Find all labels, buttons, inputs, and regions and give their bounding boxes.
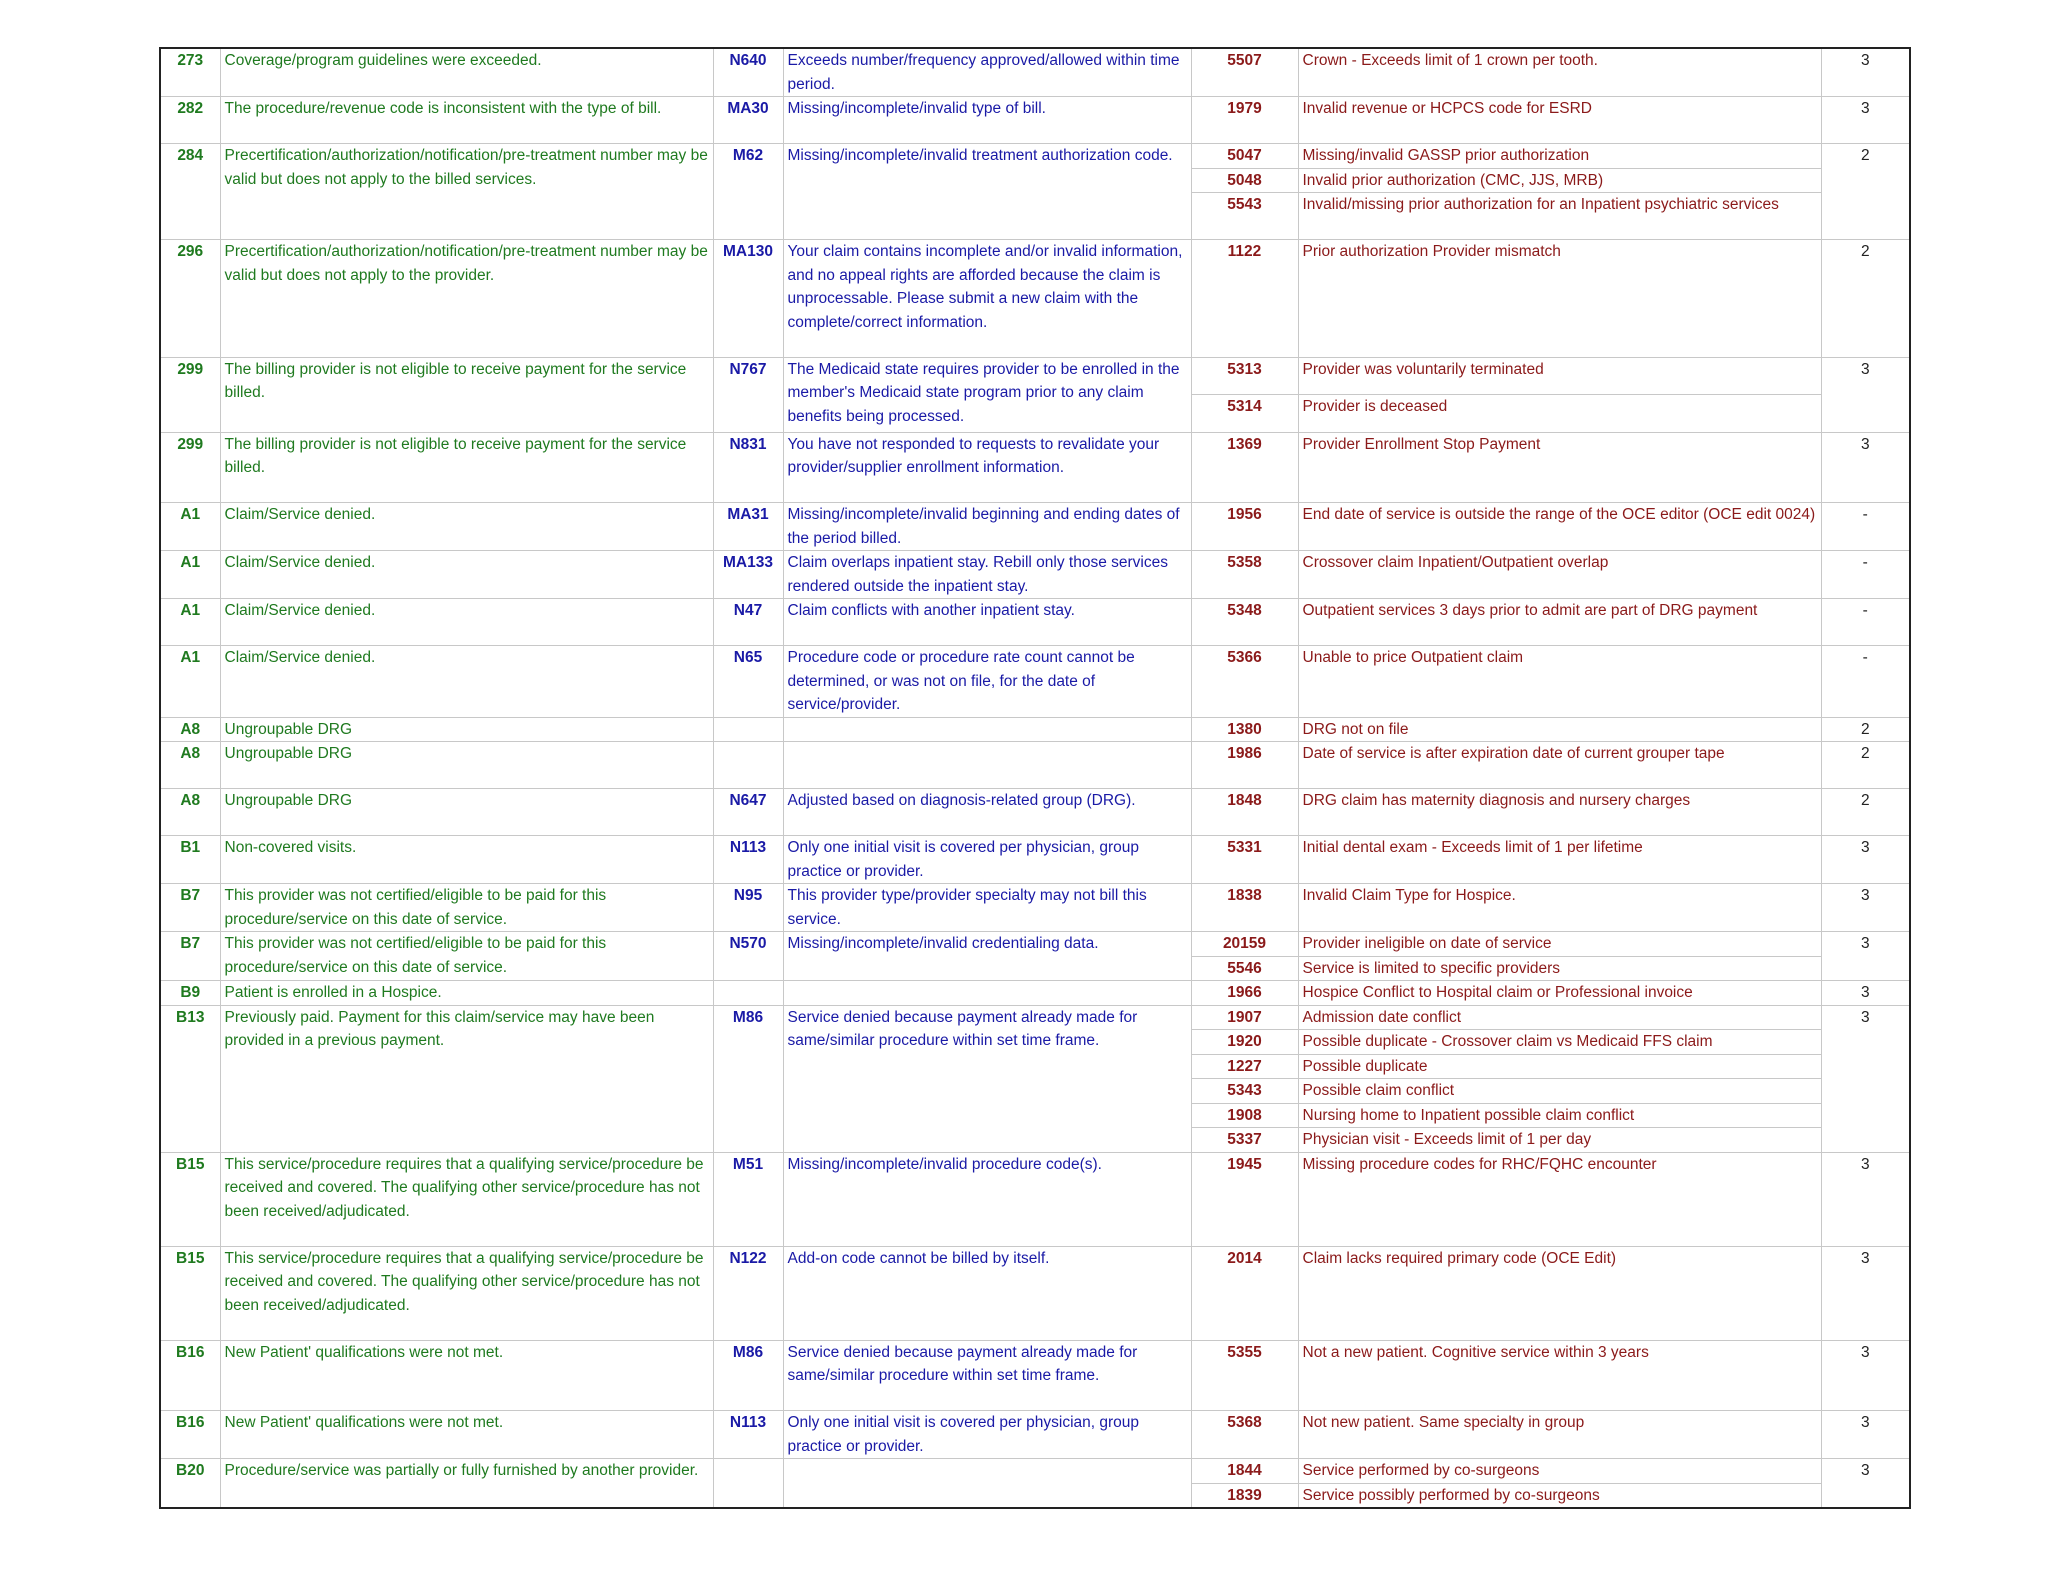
edit-description: Service performed by co-surgeons <box>1298 1459 1821 1484</box>
edit-code: 1966 <box>1191 981 1298 1006</box>
edit-code: 20159 <box>1191 932 1298 957</box>
edit-code: 5331 <box>1191 836 1298 884</box>
edit-code: 5355 <box>1191 1340 1298 1411</box>
edit-description: Missing/invalid GASSP prior authorization <box>1298 144 1821 169</box>
edit-description: Admission date conflict <box>1298 1005 1821 1030</box>
carc-code: 273 <box>160 48 220 97</box>
edit-description: Prior authorization Provider mismatch <box>1298 240 1821 358</box>
edit-description: Unable to price Outpatient claim <box>1298 646 1821 718</box>
rarc-code: N113 <box>713 1411 783 1459</box>
carc-description: Previously paid. Payment for this claim/service may have been provided in a previous payment. <box>220 1005 713 1152</box>
edit-description: Missing procedure codes for RHC/FQHC encounter <box>1298 1152 1821 1246</box>
table-row <box>160 1411 1910 1459</box>
rarc-code: M86 <box>713 1340 783 1411</box>
severity-level: - <box>1821 599 1910 646</box>
severity-level: 3 <box>1821 1246 1910 1340</box>
edit-description: Invalid Claim Type for Hospice. <box>1298 884 1821 932</box>
severity-level: 2 <box>1821 240 1910 358</box>
table-row <box>160 357 1910 395</box>
edit-description: End date of service is outside the range of the OCE editor (OCE edit 0024) <box>1298 503 1821 551</box>
denial-code-crosswalk-table <box>159 47 1911 1509</box>
table-row <box>160 97 1910 144</box>
edit-code: 5343 <box>1191 1079 1298 1104</box>
edit-description: Provider Enrollment Stop Payment <box>1298 432 1821 503</box>
table-row <box>160 144 1910 169</box>
edit-description: DRG not on file <box>1298 717 1821 742</box>
edit-code: 1907 <box>1191 1005 1298 1030</box>
severity-level: 3 <box>1821 1411 1910 1459</box>
table-row <box>160 1459 1910 1484</box>
severity-level: 2 <box>1821 144 1910 240</box>
carc-description: Coverage/program guidelines were exceeded. <box>220 48 713 97</box>
rarc-code: MA130 <box>713 240 783 358</box>
table-row <box>160 836 1910 884</box>
severity-level: 3 <box>1821 1340 1910 1411</box>
carc-code: 296 <box>160 240 220 358</box>
severity-level: 3 <box>1821 884 1910 932</box>
rarc-description: Add-on code cannot be billed by itself. <box>783 1246 1191 1340</box>
edit-description: Provider ineligible on date of service <box>1298 932 1821 957</box>
rarc-code <box>713 717 783 742</box>
edit-code: 1838 <box>1191 884 1298 932</box>
carc-code: A8 <box>160 742 220 789</box>
rarc-description: Your claim contains incomplete and/or invalid information, and no appeal rights are afforded because the claim is unprocessable. Please submit a new claim with the complete/correct information. <box>783 240 1191 358</box>
rarc-description: Adjusted based on diagnosis-related group (DRG). <box>783 789 1191 836</box>
edit-description: Not new patient. Same specialty in group <box>1298 1411 1821 1459</box>
carc-code: 284 <box>160 144 220 240</box>
rarc-code: N113 <box>713 836 783 884</box>
edit-description: Outpatient services 3 days prior to admit are part of DRG payment <box>1298 599 1821 646</box>
crosswalk-sheet <box>159 47 1909 1509</box>
rarc-code: MA133 <box>713 551 783 599</box>
carc-description: Claim/Service denied. <box>220 551 713 599</box>
rarc-code: N122 <box>713 1246 783 1340</box>
rarc-code <box>713 981 783 1006</box>
carc-code: 282 <box>160 97 220 144</box>
carc-code: A8 <box>160 789 220 836</box>
table-row <box>160 884 1910 932</box>
table-row <box>160 240 1910 358</box>
carc-description: This provider was not certified/eligible to be paid for this procedure/service on this date of service. <box>220 932 713 981</box>
carc-description: Claim/Service denied. <box>220 503 713 551</box>
edit-code: 5368 <box>1191 1411 1298 1459</box>
carc-code: B15 <box>160 1246 220 1340</box>
rarc-code: M51 <box>713 1152 783 1246</box>
table-row <box>160 789 1910 836</box>
carc-description: Ungroupable DRG <box>220 717 713 742</box>
carc-code: A1 <box>160 551 220 599</box>
edit-code: 1380 <box>1191 717 1298 742</box>
carc-description: Non-covered visits. <box>220 836 713 884</box>
edit-code: 5543 <box>1191 193 1298 240</box>
severity-level: 3 <box>1821 836 1910 884</box>
table-row <box>160 551 1910 599</box>
table-row <box>160 646 1910 718</box>
carc-description: Patient is enrolled in a Hospice. <box>220 981 713 1006</box>
carc-description: This service/procedure requires that a qualifying service/procedure be received and covered. The qualifying other service/procedure has not been received/adjudicated. <box>220 1246 713 1340</box>
carc-description: Precertification/authorization/notification/pre-treatment number may be valid but does not apply to the provider. <box>220 240 713 358</box>
table-row <box>160 1340 1910 1411</box>
carc-code: B13 <box>160 1005 220 1152</box>
carc-code: A8 <box>160 717 220 742</box>
carc-description: New Patient' qualifications were not met. <box>220 1340 713 1411</box>
severity-level: 3 <box>1821 1152 1910 1246</box>
rarc-code: N647 <box>713 789 783 836</box>
rarc-description: Missing/incomplete/invalid type of bill. <box>783 97 1191 144</box>
table-row <box>160 742 1910 789</box>
severity-level: 2 <box>1821 717 1910 742</box>
edit-description: Crown - Exceeds limit of 1 crown per tooth. <box>1298 48 1821 97</box>
carc-description: The billing provider is not eligible to receive payment for the service billed. <box>220 357 713 432</box>
edit-code: 5348 <box>1191 599 1298 646</box>
edit-code: 1369 <box>1191 432 1298 503</box>
edit-code: 2014 <box>1191 1246 1298 1340</box>
edit-description: Nursing home to Inpatient possible claim conflict <box>1298 1103 1821 1128</box>
carc-description: Procedure/service was partially or fully furnished by another provider. <box>220 1459 713 1509</box>
edit-description: DRG claim has maternity diagnosis and nursery charges <box>1298 789 1821 836</box>
table-row <box>160 1005 1910 1030</box>
table-row <box>160 432 1910 503</box>
edit-description: Possible duplicate - Crossover claim vs Medicaid FFS claim <box>1298 1030 1821 1055</box>
carc-description: The billing provider is not eligible to receive payment for the service billed. <box>220 432 713 503</box>
carc-description: Precertification/authorization/notification/pre-treatment number may be valid but does not apply to the billed services. <box>220 144 713 240</box>
carc-code: B1 <box>160 836 220 884</box>
rarc-description: Missing/incomplete/invalid beginning and ending dates of the period billed. <box>783 503 1191 551</box>
edit-description: Date of service is after expiration date of current grouper tape <box>1298 742 1821 789</box>
severity-level: 3 <box>1821 1459 1910 1509</box>
severity-level: - <box>1821 551 1910 599</box>
rarc-description: Service denied because payment already made for same/similar procedure within set time frame. <box>783 1005 1191 1152</box>
severity-level: 3 <box>1821 432 1910 503</box>
edit-description: Invalid prior authorization (CMC, JJS, MRB) <box>1298 168 1821 193</box>
rarc-description <box>783 981 1191 1006</box>
edit-code: 1227 <box>1191 1054 1298 1079</box>
rarc-description: You have not responded to requests to revalidate your provider/supplier enrollment information. <box>783 432 1191 503</box>
edit-description: Hospice Conflict to Hospital claim or Professional invoice <box>1298 981 1821 1006</box>
carc-code: A1 <box>160 646 220 718</box>
edit-description: Not a new patient. Cognitive service within 3 years <box>1298 1340 1821 1411</box>
rarc-description: Service denied because payment already made for same/similar procedure within set time frame. <box>783 1340 1191 1411</box>
severity-level: 3 <box>1821 981 1910 1006</box>
carc-description: This provider was not certified/eligible to be paid for this procedure/service on this date of service. <box>220 884 713 932</box>
edit-description: Possible claim conflict <box>1298 1079 1821 1104</box>
edit-code: 1844 <box>1191 1459 1298 1484</box>
rarc-code: N640 <box>713 48 783 97</box>
severity-level: 3 <box>1821 357 1910 432</box>
table-row <box>160 1152 1910 1246</box>
table-row <box>160 981 1910 1006</box>
edit-code: 1908 <box>1191 1103 1298 1128</box>
rarc-description: Claim overlaps inpatient stay. Rebill only those services rendered outside the inpatient stay. <box>783 551 1191 599</box>
rarc-code: N65 <box>713 646 783 718</box>
rarc-description: Missing/incomplete/invalid procedure code(s). <box>783 1152 1191 1246</box>
rarc-description: Only one initial visit is covered per physician, group practice or provider. <box>783 836 1191 884</box>
carc-description: Ungroupable DRG <box>220 742 713 789</box>
rarc-code: N47 <box>713 599 783 646</box>
rarc-description <box>783 717 1191 742</box>
table-row <box>160 1246 1910 1340</box>
rarc-description: Missing/incomplete/invalid treatment authorization code. <box>783 144 1191 240</box>
edit-code: 5313 <box>1191 357 1298 395</box>
edit-code: 1848 <box>1191 789 1298 836</box>
table-body <box>160 48 1910 1508</box>
edit-description: Physician visit - Exceeds limit of 1 per day <box>1298 1128 1821 1153</box>
severity-level: - <box>1821 503 1910 551</box>
severity-level: 2 <box>1821 789 1910 836</box>
rarc-description <box>783 1459 1191 1509</box>
rarc-description: Missing/incomplete/invalid credentialing data. <box>783 932 1191 981</box>
carc-description: This service/procedure requires that a qualifying service/procedure be received and covered. The qualifying other service/procedure has not been received/adjudicated. <box>220 1152 713 1246</box>
rarc-code: MA30 <box>713 97 783 144</box>
table-row <box>160 599 1910 646</box>
edit-code: 1956 <box>1191 503 1298 551</box>
rarc-code: N95 <box>713 884 783 932</box>
severity-level: 3 <box>1821 97 1910 144</box>
rarc-description: The Medicaid state requires provider to be enrolled in the member's Medicaid state program prior to any claim benefits being processed. <box>783 357 1191 432</box>
table-row <box>160 717 1910 742</box>
carc-code: B7 <box>160 884 220 932</box>
rarc-code: N570 <box>713 932 783 981</box>
carc-description: The procedure/revenue code is inconsistent with the type of bill. <box>220 97 713 144</box>
carc-code: A1 <box>160 503 220 551</box>
edit-code: 5048 <box>1191 168 1298 193</box>
carc-code: B16 <box>160 1340 220 1411</box>
rarc-code: M86 <box>713 1005 783 1152</box>
carc-code: B20 <box>160 1459 220 1509</box>
rarc-description: Only one initial visit is covered per physician, group practice or provider. <box>783 1411 1191 1459</box>
rarc-code: M62 <box>713 144 783 240</box>
edit-description: Initial dental exam - Exceeds limit of 1 per lifetime <box>1298 836 1821 884</box>
edit-description: Service possibly performed by co-surgeons <box>1298 1483 1821 1508</box>
edit-description: Invalid/missing prior authorization for an Inpatient psychiatric services <box>1298 193 1821 240</box>
carc-description: Claim/Service denied. <box>220 646 713 718</box>
edit-description: Service is limited to specific providers <box>1298 956 1821 981</box>
edit-description: Invalid revenue or HCPCS code for ESRD <box>1298 97 1821 144</box>
edit-description: Claim lacks required primary code (OCE Edit) <box>1298 1246 1821 1340</box>
edit-code: 5047 <box>1191 144 1298 169</box>
rarc-description: This provider type/provider specialty may not bill this service. <box>783 884 1191 932</box>
rarc-code <box>713 1459 783 1509</box>
edit-code: 5358 <box>1191 551 1298 599</box>
severity-level: 3 <box>1821 1005 1910 1152</box>
edit-description: Provider is deceased <box>1298 395 1821 433</box>
carc-description: Claim/Service denied. <box>220 599 713 646</box>
carc-code: B7 <box>160 932 220 981</box>
table-row <box>160 503 1910 551</box>
carc-code: 299 <box>160 357 220 432</box>
severity-level: 3 <box>1821 932 1910 981</box>
edit-code: 1122 <box>1191 240 1298 358</box>
edit-code: 1945 <box>1191 1152 1298 1246</box>
rarc-description <box>783 742 1191 789</box>
carc-code: A1 <box>160 599 220 646</box>
carc-description: Ungroupable DRG <box>220 789 713 836</box>
carc-code: B9 <box>160 981 220 1006</box>
rarc-description: Procedure code or procedure rate count cannot be determined, or was not on file, for the date of service/provider. <box>783 646 1191 718</box>
rarc-description: Exceeds number/frequency approved/allowed within time period. <box>783 48 1191 97</box>
edit-code: 1839 <box>1191 1483 1298 1508</box>
edit-code: 1979 <box>1191 97 1298 144</box>
edit-code: 1920 <box>1191 1030 1298 1055</box>
rarc-code: MA31 <box>713 503 783 551</box>
severity-level: 3 <box>1821 48 1910 97</box>
edit-code: 5314 <box>1191 395 1298 433</box>
edit-code: 5507 <box>1191 48 1298 97</box>
edit-description: Possible duplicate <box>1298 1054 1821 1079</box>
rarc-code: N767 <box>713 357 783 432</box>
table-row <box>160 48 1910 97</box>
severity-level: 2 <box>1821 742 1910 789</box>
edit-code: 1986 <box>1191 742 1298 789</box>
edit-code: 5337 <box>1191 1128 1298 1153</box>
edit-code: 5546 <box>1191 956 1298 981</box>
carc-description: New Patient' qualifications were not met. <box>220 1411 713 1459</box>
carc-code: 299 <box>160 432 220 503</box>
rarc-code: N831 <box>713 432 783 503</box>
severity-level: - <box>1821 646 1910 718</box>
rarc-code <box>713 742 783 789</box>
edit-code: 5366 <box>1191 646 1298 718</box>
carc-code: B16 <box>160 1411 220 1459</box>
carc-code: B15 <box>160 1152 220 1246</box>
rarc-description: Claim conflicts with another inpatient stay. <box>783 599 1191 646</box>
edit-description: Crossover claim Inpatient/Outpatient overlap <box>1298 551 1821 599</box>
table-row <box>160 932 1910 957</box>
edit-description: Provider was voluntarily terminated <box>1298 357 1821 395</box>
